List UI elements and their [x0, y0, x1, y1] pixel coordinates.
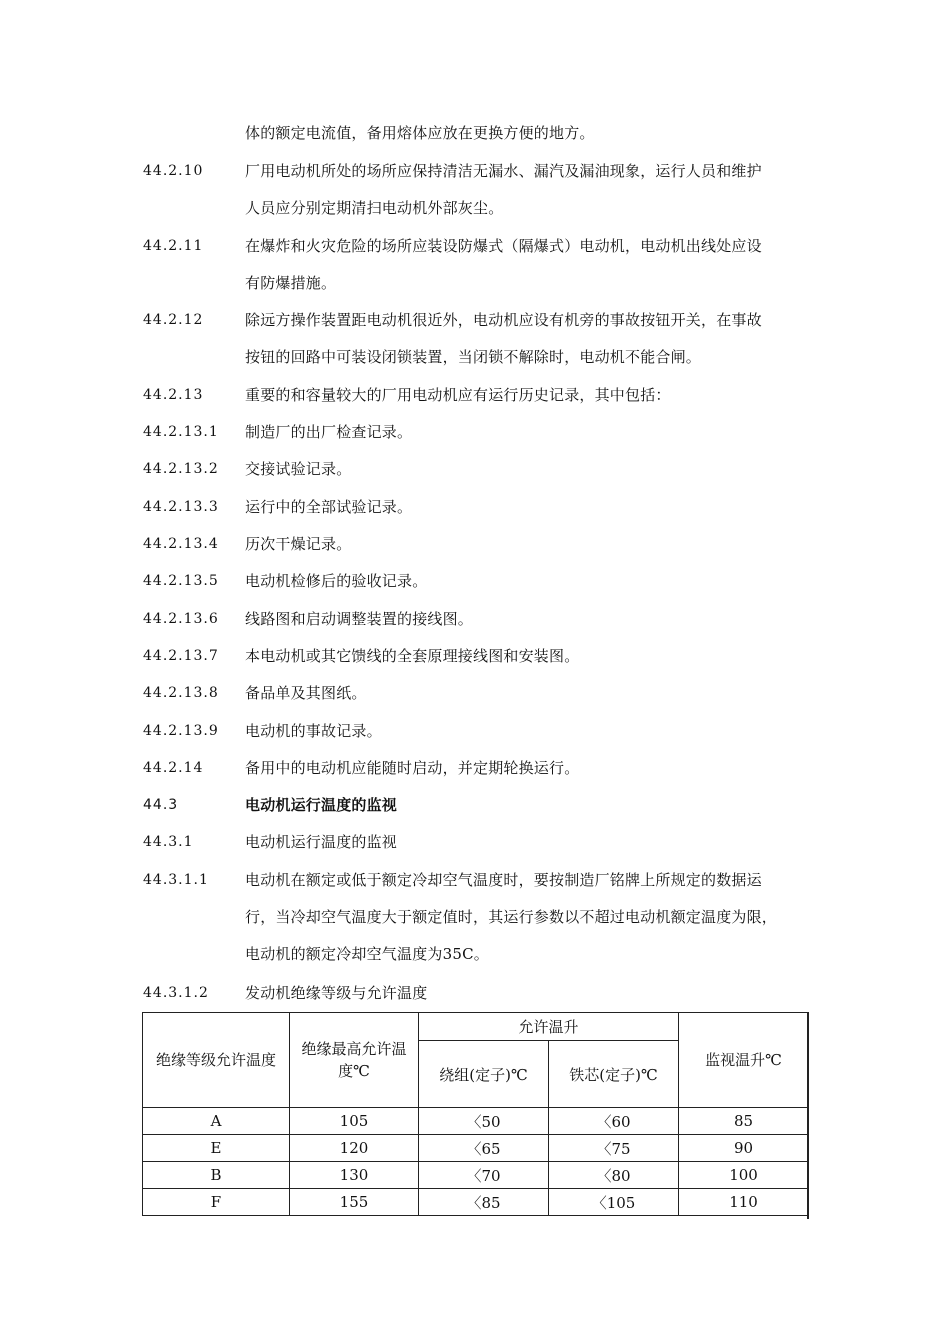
clause-number: 44.3.1.1	[143, 872, 209, 888]
clause-text: 交接试验记录。	[245, 460, 352, 478]
paragraph-line	[143, 750, 813, 787]
paragraph-line	[143, 414, 813, 451]
cell-core: 〈105	[549, 1189, 679, 1216]
insulation-temperature-table	[142, 1012, 809, 1216]
cell-max-temp: 105	[290, 1108, 419, 1135]
clause-number: 44.2.13.6	[143, 611, 219, 627]
clause-text: 电动机检修后的验收记录。	[245, 572, 428, 590]
header-allowed-rise: 允许温升	[419, 1013, 679, 1041]
clause-number: 44.2.13.2	[143, 461, 219, 477]
clause-number: 44.2.13.4	[143, 536, 219, 552]
clause-text: 行，当冷却空气温度大于额定值时，其运行参数以不超过电动机额定温度为限，	[245, 908, 778, 926]
clause-text: 电动机在额定或低于额定冷却空气温度时，要按制造厂铭牌上所规定的数据运	[245, 871, 762, 889]
clause-text: 备品单及其图纸。	[245, 684, 367, 702]
cell-class: E	[143, 1135, 290, 1162]
clause-number: 44.3.1	[143, 834, 194, 850]
table-row	[143, 1189, 809, 1216]
cell-winding: 〈50	[419, 1108, 549, 1135]
clause-number: 44.2.13.7	[143, 648, 219, 664]
clause-text: 历次干燥记录。	[245, 535, 352, 553]
header-monitor-rise: 监视温升℃	[679, 1013, 809, 1108]
cell-winding: 〈65	[419, 1135, 549, 1162]
cell-max-temp: 120	[290, 1135, 419, 1162]
clause-number: 44.2.10	[143, 163, 204, 179]
clause-text: 运行中的全部试验记录。	[245, 498, 413, 516]
cell-core: 〈80	[549, 1162, 679, 1189]
paragraph-line	[143, 601, 813, 638]
clause-text: 发动机绝缘等级与允许温度	[245, 984, 428, 1002]
clause-text: 人员应分别定期清扫电动机外部灰尘。	[245, 199, 504, 217]
paragraph-line	[143, 377, 813, 414]
paragraph-line	[143, 451, 813, 488]
clause-number: 44.3.1.2	[143, 985, 209, 1001]
clause-number: 44.2.11	[143, 238, 204, 254]
clause-number: 44.2.14	[143, 760, 204, 776]
clause-text: 电动机的额定冷却空气温度为35C。	[245, 945, 489, 963]
cell-winding: 〈85	[419, 1189, 549, 1216]
cell-monitor: 100	[679, 1162, 809, 1189]
clause-number: 44.2.13.9	[143, 723, 219, 739]
table-row	[143, 1108, 809, 1135]
header-winding: 绕组(定子)℃	[419, 1041, 549, 1108]
section-number: 44.3	[143, 797, 179, 813]
cell-core: 〈60	[549, 1108, 679, 1135]
paragraph-line	[143, 563, 813, 600]
clause-text: 在爆炸和火灾危险的场所应装设防爆式（隔爆式）电动机，电动机出线处应设	[245, 237, 762, 255]
clause-text: 体的额定电流值，备用熔体应放在更换方便的地方。	[245, 124, 595, 142]
clause-number: 44.2.13.1	[143, 424, 219, 440]
clause-number: 44.2.12	[143, 312, 204, 328]
clause-text: 按钮的回路中可装设闭锁装置，当闭锁不解除时，电动机不能合闸。	[245, 348, 702, 366]
cell-monitor: 90	[679, 1135, 809, 1162]
paragraph-line	[143, 228, 813, 265]
clause-text: 电动机的事故记录。	[245, 722, 382, 740]
header-core: 铁芯(定子)℃	[549, 1041, 679, 1108]
clause-number: 44.2.13	[143, 387, 204, 403]
paragraph-line	[143, 339, 813, 376]
paragraph-line	[143, 899, 813, 936]
clause-text: 厂用电动机所处的场所应保持清洁无漏水、漏汽及漏油现象，运行人员和维护	[245, 162, 762, 180]
paragraph-line	[143, 936, 813, 973]
paragraph-line	[143, 975, 813, 1012]
clause-number: 44.2.13.3	[143, 499, 219, 515]
clause-text: 电动机运行温度的监视	[245, 833, 398, 851]
cell-class: B	[143, 1162, 290, 1189]
clause-text: 制造厂的出厂检查记录。	[245, 423, 413, 441]
clause-number: 44.2.13.5	[143, 573, 219, 589]
cell-winding: 〈70	[419, 1162, 549, 1189]
cell-monitor: 85	[679, 1108, 809, 1135]
paragraph-line	[143, 489, 813, 526]
cell-class: A	[143, 1108, 290, 1135]
clause-text: 除远方操作装置距电动机很近外，电动机应设有机旁的事故按钮开关，在事故	[245, 311, 762, 329]
cell-core: 〈75	[549, 1135, 679, 1162]
clause-text: 备用中的电动机应能随时启动，并定期轮换运行。	[245, 759, 580, 777]
paragraph-line	[143, 526, 813, 563]
paragraph-line	[143, 115, 813, 152]
header-max-temp: 绝缘最高允许温度℃	[290, 1013, 419, 1108]
cell-max-temp: 155	[290, 1189, 419, 1216]
cell-class: F	[143, 1189, 290, 1216]
paragraph-line	[143, 824, 813, 861]
paragraph-line	[143, 190, 813, 227]
paragraph-line	[143, 153, 813, 190]
section-title: 电动机运行温度的监视	[245, 796, 398, 814]
cell-monitor: 110	[679, 1189, 809, 1216]
paragraph-line	[143, 675, 813, 712]
paragraph-line	[143, 302, 813, 339]
table-row	[143, 1135, 809, 1162]
clause-text: 线路图和启动调整装置的接线图。	[245, 610, 474, 628]
cell-max-temp: 130	[290, 1162, 419, 1189]
clause-text: 本电动机或其它馈线的全套原理接线图和安装图。	[245, 647, 580, 665]
table-right-border	[807, 1012, 809, 1219]
clause-text: 有防爆措施。	[245, 274, 337, 292]
paragraph-line	[143, 713, 813, 750]
paragraph-line	[143, 862, 813, 899]
table-row	[143, 1162, 809, 1189]
clause-text: 重要的和容量较大的厂用电动机应有运行历史记录，其中包括：	[245, 386, 671, 404]
clause-number: 44.2.13.8	[143, 685, 219, 701]
header-insulation-class: 绝缘等级允许温度	[143, 1013, 290, 1108]
paragraph-line	[143, 265, 813, 302]
paragraph-line	[143, 638, 813, 675]
section-heading	[143, 787, 813, 824]
